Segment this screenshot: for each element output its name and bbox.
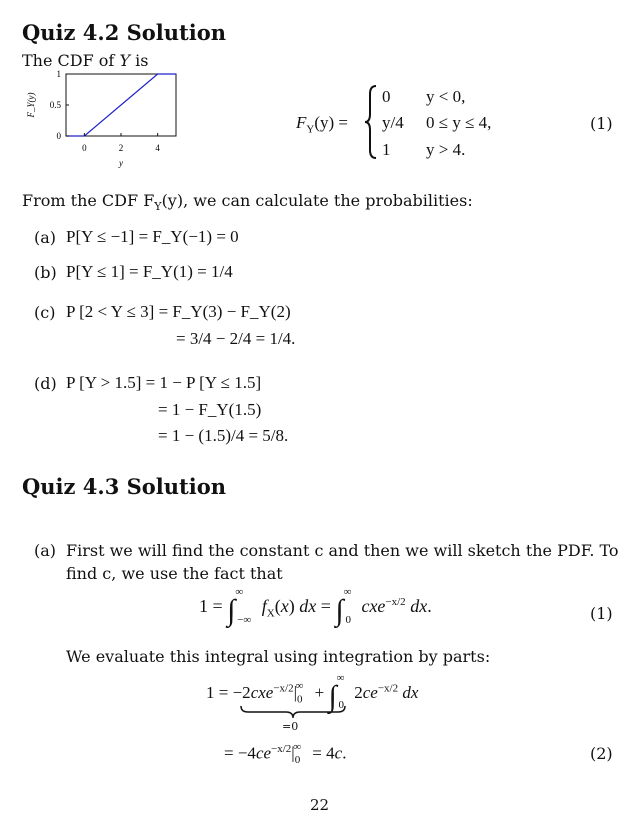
item-d-eq-1: P [Y > 1.5] = 1 − P [Y ≤ 1.5]	[66, 373, 262, 392]
quiz42-heading: Quiz 4.2 Solution	[22, 20, 226, 45]
item-43a-text-1: First we will find the constant c and then we will sketch the PDF. To	[66, 541, 619, 560]
underbrace-label: =0	[282, 720, 299, 733]
eq1-render: $1 = \int^\infty_{-\infty}$ $f_X(x)$ dx = $\int^\infty_0$ cxe$^{-x/2}$ dx.	[199, 586, 432, 627]
probs-intro-sub: Y	[154, 200, 162, 214]
cdf-line	[66, 74, 176, 136]
probs-intro-a: From the CDF F	[22, 191, 155, 210]
cdf-definition-lhs	[296, 113, 348, 135]
page-number: 22	[310, 796, 330, 814]
cdf-intro: The CDF of Y is	[22, 51, 149, 70]
case-value-2: 1	[382, 140, 391, 159]
item-d-eq-3: = 1 − (1.5)/4 = 5/8.	[158, 426, 289, 445]
cdf-lhs-sub: Y	[306, 123, 315, 136]
item-b-eq: P[Y ≤ 1] = F_Y(1) = 1/4	[66, 262, 233, 281]
eq-number-1: (1)	[590, 114, 613, 133]
case-value-1: y/4	[382, 113, 404, 132]
eq1-number: (1)	[590, 604, 613, 623]
probs-intro-b: (y), we can calculate the probabilities:	[161, 191, 473, 210]
y-tick-label: 1	[56, 69, 61, 79]
parts-eq-line-2: = $-4ce^{-x/2}|_0^\infty = 4c$.	[224, 741, 347, 767]
y-tick-label: 0	[56, 131, 61, 141]
item-c-eq-2: = 3/4 − 2/4 = 1/4.	[176, 329, 296, 348]
item-c-label: (c)	[34, 303, 56, 322]
x-tick-label: 4	[155, 143, 160, 153]
parts-text: We evaluate this integral using integration by parts:	[66, 647, 491, 666]
item-d-eq-2: = 1 − F_Y(1.5)	[158, 400, 262, 419]
item-a-label: (a)	[34, 228, 57, 247]
cdf-chart	[20, 66, 180, 178]
item-c-eq-1: P [2 < Y ≤ 3] = F_Y(3) − F_Y(2)	[66, 302, 291, 321]
case-cond-0: y < 0,	[426, 87, 466, 106]
probs-intro	[22, 191, 473, 213]
item-d-label: (d)	[34, 374, 57, 393]
x-tick-label: 0	[82, 143, 87, 153]
item-a-eq: P[Y ≤ −1] = F_Y(−1) = 0	[66, 227, 239, 246]
case-cond-1: 0 ≤ y ≤ 4,	[426, 113, 492, 132]
left-brace	[364, 84, 378, 160]
item-43a-text-2: find c, we use the fact that	[66, 564, 283, 583]
item-b-label: (b)	[34, 263, 57, 282]
cdf-lhs-symbol: F	[296, 113, 307, 132]
y-axis-label: F_Y(y)	[26, 92, 36, 118]
y-tick-label: 0.5	[49, 100, 61, 110]
quiz43-heading: Quiz 4.3 Solution	[22, 474, 226, 499]
cdf-lhs-arg: (y) =	[314, 113, 349, 132]
parts-eq-line-1: $1 = -2cxe^{-x/2}|_0^\infty + \int^\infty_0$ $2ce^{-x/2}$ dx	[206, 672, 419, 713]
case-cond-2: y > 4.	[426, 140, 466, 159]
case-value-0: 0	[382, 87, 391, 106]
x-tick-label: 2	[118, 143, 124, 153]
integral-eq-1	[199, 586, 432, 628]
x-axis-label: y	[119, 158, 123, 168]
item-43a-label: (a)	[34, 541, 57, 560]
underbrace	[240, 704, 346, 720]
eq2-number: (2)	[590, 744, 613, 763]
